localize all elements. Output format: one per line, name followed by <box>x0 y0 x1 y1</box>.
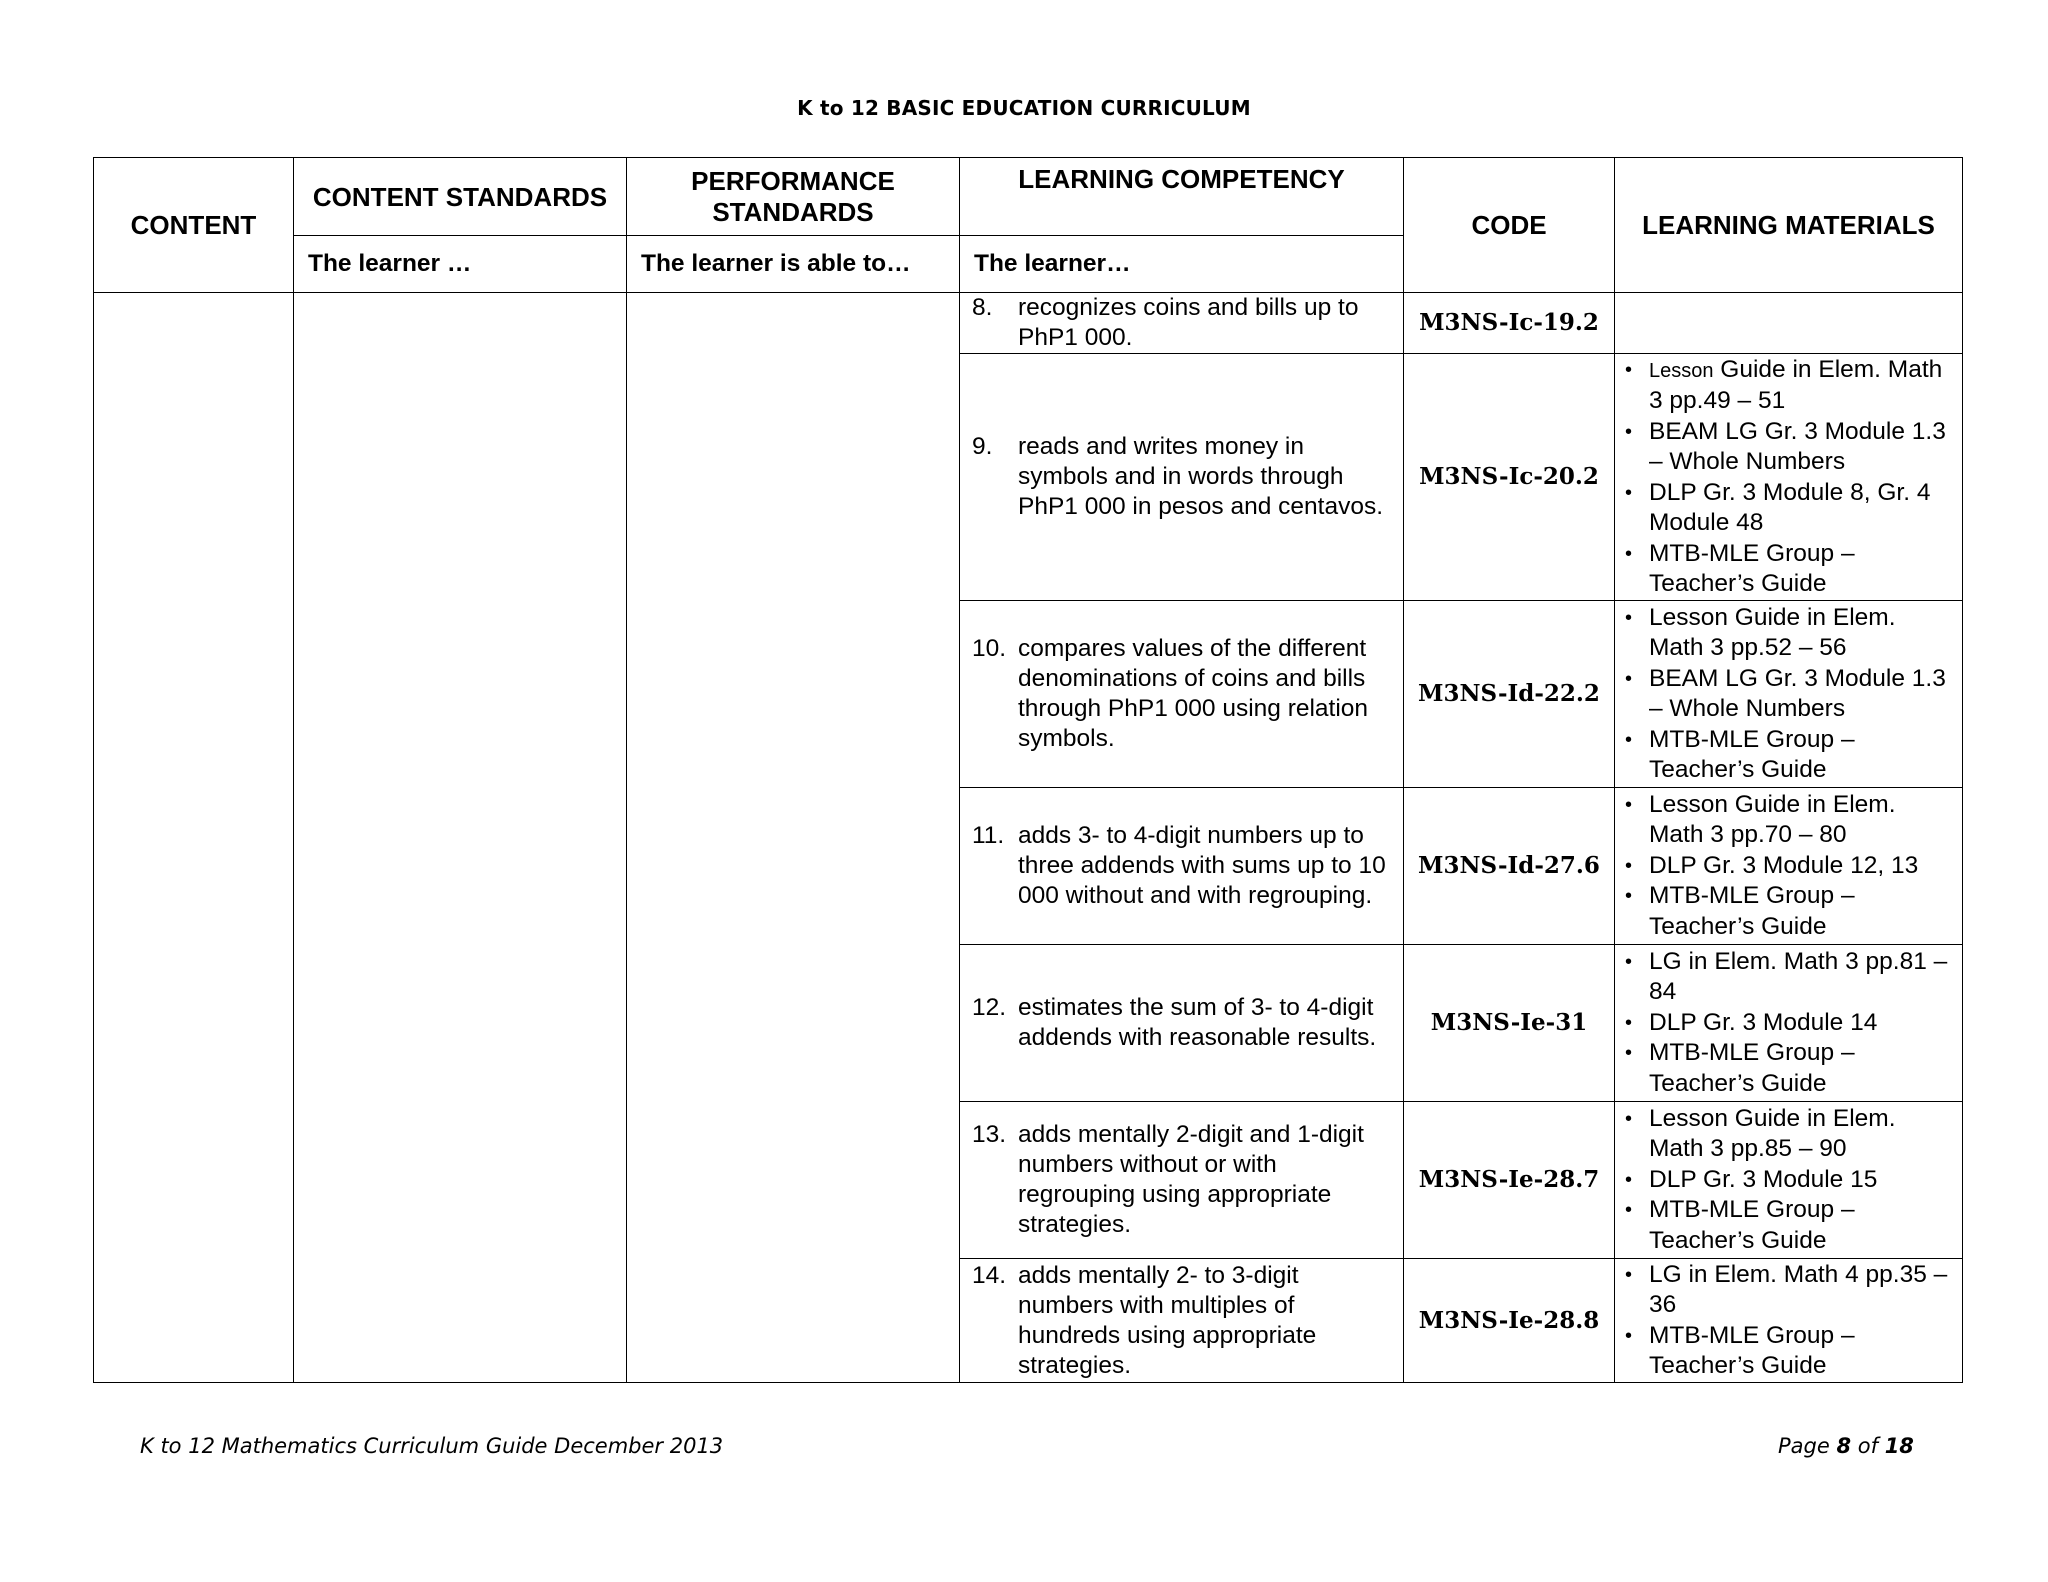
header-content-standards-sub: The learner … <box>294 236 627 293</box>
page-of: of <box>1851 1434 1885 1458</box>
material-text: MTB-MLE Group – Teacher’s Guide <box>1649 1039 1855 1097</box>
footer-page-number <box>1778 1434 1914 1458</box>
competency-number: 10. <box>972 635 1007 662</box>
competency-number: 8. <box>972 294 993 321</box>
list-item <box>1625 664 1952 725</box>
header-performance-standards: PERFORMANCE STANDARDS <box>627 158 960 236</box>
material-text: MTB-MLE Group – Teacher’s Guide <box>1649 725 1855 783</box>
competency-text: compares values of the different denominations of coins and bills through PhP1 000 using relation symbols. <box>1018 635 1369 752</box>
materials-cell <box>1615 788 1963 945</box>
performance-standards-cell <box>627 293 960 1383</box>
list-item <box>1625 478 1952 539</box>
material-text: DLP Gr. 3 Module 12, 13 <box>1649 851 1919 879</box>
list-item <box>1625 1321 1952 1382</box>
competency-number: 14. <box>972 1261 1007 1289</box>
list-item <box>1625 539 1952 600</box>
page-total: 18 <box>1884 1434 1914 1458</box>
material-text: BEAM LG Gr. 3 Module 1.3 – Whole Numbers <box>1649 664 1946 722</box>
code-cell: M3NS-Id-22.2 <box>1404 601 1615 788</box>
bullet-icon: • <box>1625 1042 1633 1065</box>
bullet-icon: • <box>1625 793 1633 816</box>
competency-number: 13. <box>972 1121 1007 1148</box>
list-item <box>1625 1195 1952 1256</box>
table-row <box>94 293 1963 354</box>
bullet-icon: • <box>1625 728 1633 751</box>
list-item <box>1625 417 1952 478</box>
competency-text: estimates the sum of 3- to 4-digit addends with reasonable results. <box>1018 994 1377 1051</box>
bullet-icon: • <box>1625 606 1633 629</box>
materials-cell <box>1615 354 1963 601</box>
material-text: MTB-MLE Group – Teacher’s Guide <box>1649 539 1855 597</box>
material-text: BEAM LG Gr. 3 Module 1.3 – Whole Numbers <box>1649 417 1946 475</box>
list-item <box>1625 725 1952 786</box>
content-standards-cell <box>294 293 627 1383</box>
header-performance-standards-sub: The learner is able to… <box>627 236 960 293</box>
bullet-icon: • <box>1625 542 1633 565</box>
bullet-icon: • <box>1625 1168 1633 1191</box>
bullet-icon: • <box>1625 1199 1633 1222</box>
material-text: Guide in Elem. Math 3 pp.49 – 51 <box>1649 355 1943 414</box>
material-text: Lesson Guide in Elem. Math 3 pp.52 – 56 <box>1649 603 1896 661</box>
competency-number: 11. <box>972 822 1005 849</box>
bullet-icon: • <box>1625 854 1633 877</box>
header-learning-competency-sub: The learner… <box>960 236 1404 293</box>
list-item <box>1625 1104 1952 1165</box>
material-text: MTB-MLE Group – Teacher’s Guide <box>1649 1196 1855 1254</box>
page-current: 8 <box>1836 1434 1852 1458</box>
list-item <box>1625 1008 1952 1039</box>
material-text: Lesson Guide in Elem. Math 3 pp.70 – 80 <box>1649 790 1896 849</box>
bullet-icon: • <box>1625 358 1633 381</box>
header-content: CONTENT <box>94 158 294 293</box>
competency-text: adds 3- to 4-digit numbers up to three addends with sums up to 10 000 without and with regrouping. <box>1018 822 1386 909</box>
materials-cell <box>1615 601 1963 788</box>
competency-cell <box>960 354 1404 601</box>
bullet-icon: • <box>1625 481 1633 504</box>
code-cell: M3NS-Ic-20.2 <box>1404 354 1615 601</box>
bullet-icon: • <box>1625 950 1633 973</box>
competency-text: recognizes coins and bills up to PhP1 000. <box>1018 294 1359 351</box>
header-learning-competency: LEARNING COMPETENCY <box>960 158 1404 236</box>
code-cell: M3NS-Id-27.6 <box>1404 788 1615 945</box>
material-text: DLP Gr. 3 Module 14 <box>1649 1008 1878 1036</box>
header-learning-materials: LEARNING MATERIALS <box>1615 158 1963 293</box>
material-text: MTB-MLE Group – Teacher’s Guide <box>1649 1321 1855 1379</box>
material-text: DLP Gr. 3 Module 15 <box>1649 1165 1878 1193</box>
page-prefix: Page <box>1778 1434 1837 1458</box>
competency-cell <box>960 945 1404 1102</box>
competency-text: reads and writes money in symbols and in words through PhP1 000 in pesos and centavos. <box>1018 433 1384 520</box>
material-text: LG in Elem. Math 3 pp.81 – 84 <box>1649 947 1948 1006</box>
curriculum-table <box>93 157 1963 1383</box>
competency-cell <box>960 293 1404 354</box>
list-item <box>1625 851 1952 882</box>
materials-cell <box>1615 945 1963 1102</box>
bullet-icon: • <box>1625 1324 1633 1347</box>
bullet-icon: • <box>1625 885 1633 908</box>
table-body <box>94 293 1963 1383</box>
bullet-icon: • <box>1625 1011 1633 1034</box>
code-cell: M3NS-Ie-28.8 <box>1404 1259 1615 1383</box>
material-text: LG in Elem. Math 4 pp.35 – 36 <box>1649 1260 1948 1318</box>
competency-cell <box>960 601 1404 788</box>
material-text: MTB-MLE Group – Teacher’s Guide <box>1649 882 1855 940</box>
competency-number: 12. <box>972 994 1007 1021</box>
competency-cell <box>960 1102 1404 1259</box>
material-text: Lesson Guide in Elem. Math 3 pp.85 – 90 <box>1649 1104 1896 1163</box>
material-text: DLP Gr. 3 Module 8, Gr. 4 Module 48 <box>1649 478 1931 536</box>
list-item <box>1625 355 1952 417</box>
bullet-icon: • <box>1625 667 1633 690</box>
header-code: CODE <box>1404 158 1615 293</box>
document-title: K to 12 BASIC EDUCATION CURRICULUM <box>797 96 1251 120</box>
table-header <box>94 158 1963 293</box>
list-item <box>1625 790 1952 851</box>
bullet-icon: • <box>1625 1263 1633 1286</box>
competency-cell <box>960 788 1404 945</box>
bullet-icon: • <box>1625 1107 1633 1130</box>
list-item <box>1625 1038 1952 1099</box>
code-cell: M3NS-Ie-31 <box>1404 945 1615 1102</box>
list-item <box>1625 881 1952 942</box>
header-content-standards: CONTENT STANDARDS <box>294 158 627 236</box>
list-item <box>1625 603 1952 664</box>
material-lead-text: Lesson <box>1649 359 1714 382</box>
code-cell: M3NS-Ie-28.7 <box>1404 1102 1615 1259</box>
competency-cell <box>960 1259 1404 1383</box>
competency-text: adds mentally 2- to 3-digit numbers with multiples of hundreds using appropriate strategies. <box>1018 1261 1317 1379</box>
competency-text: adds mentally 2-digit and 1-digit numbers without or with regrouping using appropriate strategies. <box>1018 1121 1364 1238</box>
list-item <box>1625 1260 1952 1321</box>
materials-cell <box>1615 1102 1963 1259</box>
list-item <box>1625 947 1952 1008</box>
competency-number: 9. <box>972 433 993 460</box>
content-cell <box>94 293 294 1383</box>
footer-document-name: K to 12 Mathematics Curriculum Guide December 2013 <box>140 1434 724 1458</box>
materials-cell <box>1615 293 1963 354</box>
code-cell: M3NS-Ic-19.2 <box>1404 293 1615 354</box>
bullet-icon: • <box>1625 420 1633 443</box>
materials-cell <box>1615 1259 1963 1383</box>
list-item <box>1625 1165 1952 1196</box>
